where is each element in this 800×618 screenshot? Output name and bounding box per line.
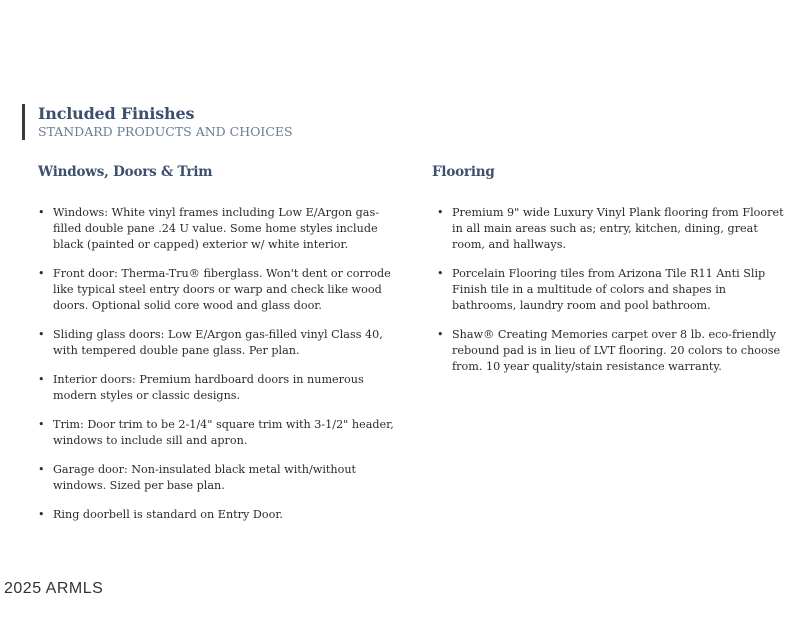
list-item: • Trim: Door trim to be 2-1/4" square trim with 3-1/2" header, windows to include sill and apron. [38,417,398,449]
page-title: Included Finishes [38,104,195,123]
list-item: • Porcelain Flooring tiles from Arizona Tile R11 Anti Slip Finish tile in a multitude of colors and shapes in bathrooms, laundry room and pool bathroom. [432,266,792,314]
list-item: • Garage door: Non-insulated black metal with/without windows. Sized per base plan. [38,462,398,494]
title-accent-bar [22,104,25,140]
list-item: • Windows: White vinyl frames including Low E/Argon gas-filled double pane .24 U value. Some home styles include black (painted or capped) exterior w/ white interior. [38,205,398,253]
list-item: • Interior doors: Premium hardboard doors in numerous modern styles or classic designs. [38,372,398,404]
section-heading: Flooring [432,164,495,180]
page-subtitle: STANDARD PRODUCTS AND CHOICES [38,124,293,139]
section-heading: Windows, Doors & Trim [38,164,213,180]
flooring-section [432,164,792,388]
feature-list [432,205,792,375]
copyright-watermark: 2025 ARMLS [4,580,104,597]
feature-list [38,205,398,523]
windows-doors-trim-section [38,164,398,536]
list-item: • Ring doorbell is standard on Entry Door. [38,507,398,523]
list-item: • Front door: Therma-Tru® fiberglass. Won't dent or corrode like typical steel entry doors or warp and check like wood doors. Optional solid core wood and glass door. [38,266,398,314]
list-item: • Sliding glass doors: Low E/Argon gas-filled vinyl Class 40, with tempered double pane glass. Per plan. [38,327,398,359]
list-item: • Premium 9" wide Luxury Vinyl Plank flooring from Flooret in all main areas such as; entry, kitchen, dining, great room, and hallways. [432,205,792,253]
list-item: • Shaw® Creating Memories carpet over 8 lb. eco-friendly rebound pad is in lieu of LVT flooring. 20 colors to choose from. 10 year quality/stain resistance warranty. [432,327,792,375]
